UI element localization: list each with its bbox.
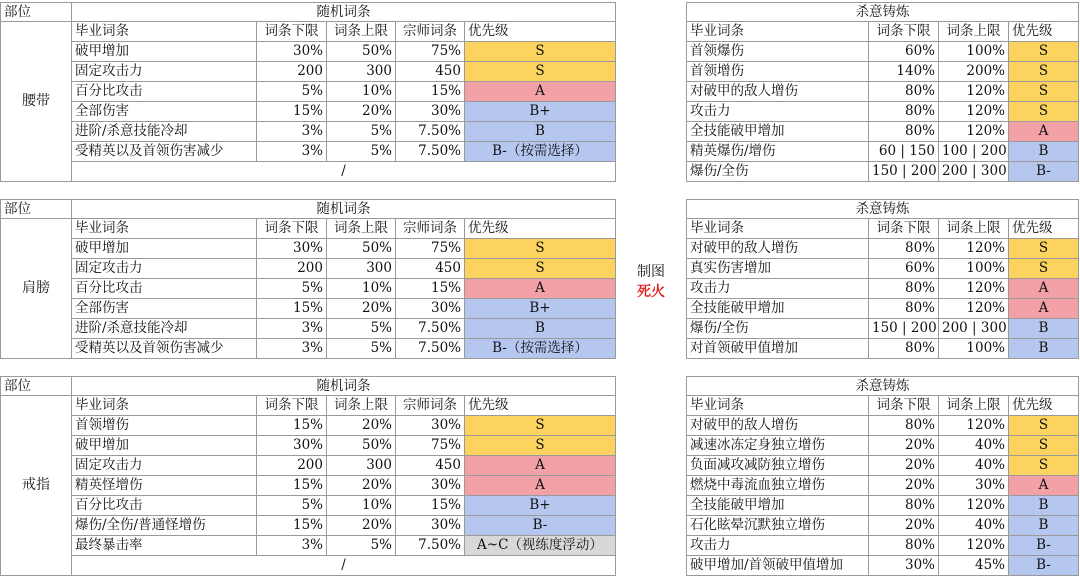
random-entry-priority: S [465, 436, 616, 456]
random-entry-priority: A [465, 82, 616, 102]
kill-entry-name: 破甲增加/首领破甲值增加 [686, 556, 869, 576]
random-entry-low: 30% [257, 436, 327, 456]
kill-entry-low: 20% [869, 436, 939, 456]
random-entry-name: 爆伤/全伤/普通怪增伤 [72, 516, 257, 536]
random-entry-priority: B- [465, 516, 616, 536]
kill-entry-priority: B- [1009, 536, 1079, 556]
random-entry-low: 200 [257, 456, 327, 476]
random-entry-name: 精英怪增伤 [72, 476, 257, 496]
random-entry-low: 3% [257, 122, 327, 142]
random-entry-name: 进阶/杀意技能冷却 [72, 319, 257, 339]
master-header: 宗师词条 [396, 396, 465, 416]
random-entry-master: 75% [396, 436, 465, 456]
low-header: 词条下限 [257, 219, 327, 239]
kill-entry-high: 200 | 300 [939, 162, 1009, 182]
random-empty-row: / [72, 162, 616, 182]
kill-entry-priority: B [1009, 339, 1079, 359]
kill-high-header: 词条上限 [939, 396, 1009, 416]
ring-section [0, 376, 1080, 573]
kill-entry-name: 对破甲的敌人增伤 [686, 239, 869, 259]
part-name: 腰带 [0, 22, 72, 182]
random-entry-high: 50% [327, 239, 396, 259]
random-entry-priority: A [465, 476, 616, 496]
kill-entry-high: 40% [939, 436, 1009, 456]
kill-entry-low: 20% [869, 456, 939, 476]
part-name: 肩膀 [0, 219, 72, 359]
kill-entry-name: 精英爆伤/增伤 [686, 142, 869, 162]
random-header: 随机词条 [72, 376, 616, 396]
random-entry-name: 最终暴击率 [72, 536, 257, 556]
kill-entry-priority: B- [1009, 162, 1079, 182]
random-entry-low: 5% [257, 496, 327, 516]
random-entry-priority: B-（按需选择） [465, 142, 616, 162]
kill-entry-priority: S [1009, 416, 1079, 436]
random-entry-low: 200 [257, 62, 327, 82]
high-header: 词条上限 [327, 22, 396, 42]
kill-entry-priority: S [1009, 42, 1079, 62]
kill-entry-low: 80% [869, 102, 939, 122]
watermark-line1: 制图 [637, 264, 665, 280]
low-header: 词条下限 [257, 396, 327, 416]
random-entry-name: 全部伤害 [72, 102, 257, 122]
kill-entry-high: 120% [939, 536, 1009, 556]
part-header: 部位 [0, 376, 72, 396]
random-entry-low: 30% [257, 239, 327, 259]
kill-entry-name: 负面减攻减防独立增伤 [686, 456, 869, 476]
random-entry-high: 20% [327, 516, 396, 536]
kill-entry-name: 减速冰冻定身独立增伤 [686, 436, 869, 456]
kill-entry-priority: S [1009, 82, 1079, 102]
kill-entry-name: 攻击力 [686, 536, 869, 556]
part-header: 部位 [0, 2, 72, 22]
priority-header: 优先级 [465, 396, 616, 416]
random-entry-low: 3% [257, 536, 327, 556]
random-entry-low: 3% [257, 319, 327, 339]
random-entry-high: 5% [327, 339, 396, 359]
kill-low-header: 词条下限 [869, 219, 939, 239]
kill-entry-high: 100% [939, 259, 1009, 279]
random-entry-priority: S [465, 259, 616, 279]
kill-entry-name: 对破甲的敌人增伤 [686, 82, 869, 102]
kill-entry-low: 80% [869, 496, 939, 516]
kill-entry-name: 爆伤/全伤 [686, 319, 869, 339]
random-entry-priority: S [465, 239, 616, 259]
random-entry-master: 30% [396, 416, 465, 436]
random-entry-priority: S [465, 62, 616, 82]
random-entry-name: 首领增伤 [72, 416, 257, 436]
random-entry-priority: A~C（视练度浮动） [465, 536, 616, 556]
random-entry-high: 20% [327, 102, 396, 122]
random-entry-master: 7.50% [396, 339, 465, 359]
random-entry-name: 进阶/杀意技能冷却 [72, 122, 257, 142]
part-name: 戒指 [0, 396, 72, 576]
kill-entry-name: 攻击力 [686, 279, 869, 299]
kill-high-header: 词条上限 [939, 22, 1009, 42]
kill-entry-high: 120% [939, 496, 1009, 516]
random-entry-master: 15% [396, 496, 465, 516]
kill-entry-low: 60 | 150 [869, 142, 939, 162]
kill-entry-name: 石化眩晕沉默独立增伤 [686, 516, 869, 536]
random-entry-master: 450 [396, 62, 465, 82]
kill-priority-header: 优先级 [1009, 219, 1079, 239]
kill-entry-priority: S [1009, 239, 1079, 259]
kill-entry-high: 200% [939, 62, 1009, 82]
kill-entry-priority: S [1009, 436, 1079, 456]
kill-entry-priority: B- [1009, 556, 1079, 576]
kill-entry-high: 45% [939, 556, 1009, 576]
kill-entry-low: 150 | 200 [869, 162, 939, 182]
random-entry-high: 10% [327, 496, 396, 516]
random-entry-high: 20% [327, 416, 396, 436]
kill-entry-priority: A [1009, 122, 1079, 142]
random-entry-name: 破甲增加 [72, 239, 257, 259]
low-header: 词条下限 [257, 22, 327, 42]
kill-low-header: 词条下限 [869, 22, 939, 42]
kill-entry-low: 30% [869, 556, 939, 576]
kill-entry-name: 全技能破甲增加 [686, 496, 869, 516]
entry-header: 毕业词条 [72, 22, 257, 42]
kill-entry-low: 140% [869, 62, 939, 82]
watermark-line2: 死火 [637, 284, 665, 300]
kill-entry-name: 首领爆伤 [686, 42, 869, 62]
kill-low-header: 词条下限 [869, 396, 939, 416]
random-entry-priority: A [465, 279, 616, 299]
kill-entry-low: 80% [869, 416, 939, 436]
kill-priority-header: 优先级 [1009, 396, 1079, 416]
random-entry-low: 200 [257, 259, 327, 279]
random-entry-priority: B-（按需选择） [465, 339, 616, 359]
kill-entry-name: 真实伤害增加 [686, 259, 869, 279]
kill-entry-name: 首领增伤 [686, 62, 869, 82]
kill-entry-high: 40% [939, 516, 1009, 536]
kill-entry-low: 80% [869, 536, 939, 556]
random-entry-master: 15% [396, 82, 465, 102]
random-entry-name: 百分比攻击 [72, 279, 257, 299]
random-entry-master: 75% [396, 239, 465, 259]
random-entry-high: 300 [327, 259, 396, 279]
kill-entry-name: 攻击力 [686, 102, 869, 122]
random-entry-master: 30% [396, 102, 465, 122]
kill-entry-low: 150 | 200 [869, 319, 939, 339]
random-entry-priority: S [465, 416, 616, 436]
kill-entry-high: 120% [939, 416, 1009, 436]
kill-entry-low: 60% [869, 259, 939, 279]
kill-entry-name: 对首领破甲值增加 [686, 339, 869, 359]
random-entry-high: 5% [327, 142, 396, 162]
kill-entry-high: 40% [939, 456, 1009, 476]
random-entry-high: 50% [327, 42, 396, 62]
random-entry-name: 破甲增加 [72, 42, 257, 62]
kill-entry-priority: S [1009, 259, 1079, 279]
random-entry-master: 15% [396, 279, 465, 299]
kill-entry-low: 20% [869, 476, 939, 496]
entry-header: 毕业词条 [72, 396, 257, 416]
kill-entry-low: 80% [869, 82, 939, 102]
random-entry-master: 7.50% [396, 319, 465, 339]
kill-header: 杀意铸炼 [686, 2, 1079, 22]
random-entry-name: 受精英以及首领伤害减少 [72, 142, 257, 162]
random-entry-priority: A [465, 456, 616, 476]
random-entry-master: 7.50% [396, 122, 465, 142]
random-entry-master: 30% [396, 516, 465, 536]
master-header: 宗师词条 [396, 219, 465, 239]
kill-entry-priority: S [1009, 102, 1079, 122]
kill-entry-low: 60% [869, 42, 939, 62]
random-empty-row: / [72, 556, 616, 576]
random-entry-high: 300 [327, 456, 396, 476]
priority-header: 优先级 [465, 219, 616, 239]
random-entry-master: 450 [396, 456, 465, 476]
random-entry-low: 15% [257, 476, 327, 496]
random-entry-master: 7.50% [396, 536, 465, 556]
random-entry-priority: S [465, 42, 616, 62]
watermark [616, 262, 686, 302]
kill-entry-name: 爆伤/全伤 [686, 162, 869, 182]
random-entry-master: 450 [396, 259, 465, 279]
kill-entry-name: 燃烧中毒流血独立增伤 [686, 476, 869, 496]
kill-entry-header: 毕业词条 [686, 22, 869, 42]
random-entry-high: 5% [327, 122, 396, 142]
random-entry-high: 50% [327, 436, 396, 456]
kill-entry-header: 毕业词条 [686, 396, 869, 416]
random-entry-name: 百分比攻击 [72, 496, 257, 516]
random-entry-priority: B [465, 122, 616, 142]
random-entry-name: 受精英以及首领伤害减少 [72, 339, 257, 359]
kill-header: 杀意铸炼 [686, 376, 1079, 396]
random-entry-master: 30% [396, 299, 465, 319]
random-entry-priority: B+ [465, 496, 616, 516]
random-entry-high: 5% [327, 319, 396, 339]
random-entry-name: 破甲增加 [72, 436, 257, 456]
kill-entry-priority: A [1009, 476, 1079, 496]
kill-entry-low: 80% [869, 239, 939, 259]
kill-priority-header: 优先级 [1009, 22, 1079, 42]
random-entry-high: 300 [327, 62, 396, 82]
part-header: 部位 [0, 199, 72, 219]
kill-entry-priority: B [1009, 496, 1079, 516]
random-entry-name: 固定攻击力 [72, 456, 257, 476]
random-entry-high: 20% [327, 299, 396, 319]
random-entry-low: 5% [257, 279, 327, 299]
high-header: 词条上限 [327, 219, 396, 239]
kill-entry-high: 100% [939, 339, 1009, 359]
random-entry-low: 30% [257, 42, 327, 62]
random-entry-low: 15% [257, 299, 327, 319]
kill-entry-low: 80% [869, 299, 939, 319]
kill-header: 杀意铸炼 [686, 199, 1079, 219]
random-entry-name: 固定攻击力 [72, 259, 257, 279]
kill-entry-priority: B [1009, 142, 1079, 162]
master-header: 宗师词条 [396, 22, 465, 42]
kill-entry-high: 30% [939, 476, 1009, 496]
random-entry-low: 15% [257, 102, 327, 122]
random-entry-high: 5% [327, 536, 396, 556]
kill-entry-high: 120% [939, 239, 1009, 259]
random-entry-low: 15% [257, 416, 327, 436]
kill-entry-high: 100% [939, 42, 1009, 62]
kill-entry-name: 全技能破甲增加 [686, 122, 869, 142]
random-entry-low: 3% [257, 142, 327, 162]
kill-entry-priority: A [1009, 279, 1079, 299]
priority-header: 优先级 [465, 22, 616, 42]
high-header: 词条上限 [327, 396, 396, 416]
random-entry-name: 百分比攻击 [72, 82, 257, 102]
kill-entry-low: 80% [869, 339, 939, 359]
random-entry-priority: B [465, 319, 616, 339]
kill-entry-high: 120% [939, 122, 1009, 142]
kill-entry-high: 120% [939, 299, 1009, 319]
kill-entry-high: 120% [939, 102, 1009, 122]
kill-entry-name: 对破甲的敌人增伤 [686, 416, 869, 436]
kill-entry-header: 毕业词条 [686, 219, 869, 239]
kill-entry-priority: B [1009, 516, 1079, 536]
random-entry-priority: B+ [465, 102, 616, 122]
random-entry-low: 3% [257, 339, 327, 359]
kill-entry-high: 120% [939, 279, 1009, 299]
random-entry-master: 30% [396, 476, 465, 496]
random-entry-high: 10% [327, 82, 396, 102]
random-entry-master: 75% [396, 42, 465, 62]
kill-entry-low: 80% [869, 122, 939, 142]
kill-entry-priority: S [1009, 456, 1079, 476]
kill-entry-high: 100 | 200 [939, 142, 1009, 162]
kill-entry-low: 20% [869, 516, 939, 536]
shoulder-section [0, 199, 1080, 358]
kill-entry-priority: A [1009, 299, 1079, 319]
random-entry-low: 15% [257, 516, 327, 536]
random-entry-name: 固定攻击力 [72, 62, 257, 82]
kill-entry-priority: B [1009, 319, 1079, 339]
random-header: 随机词条 [72, 199, 616, 219]
random-header: 随机词条 [72, 2, 616, 22]
random-entry-master: 7.50% [396, 142, 465, 162]
random-entry-high: 20% [327, 476, 396, 496]
entry-header: 毕业词条 [72, 219, 257, 239]
kill-entry-low: 80% [869, 279, 939, 299]
kill-entry-high: 120% [939, 82, 1009, 102]
random-entry-high: 10% [327, 279, 396, 299]
random-entry-low: 5% [257, 82, 327, 102]
kill-high-header: 词条上限 [939, 219, 1009, 239]
belt-section [0, 2, 1080, 180]
kill-entry-name: 全技能破甲增加 [686, 299, 869, 319]
kill-entry-high: 200 | 300 [939, 319, 1009, 339]
random-entry-name: 全部伤害 [72, 299, 257, 319]
random-entry-priority: B+ [465, 299, 616, 319]
kill-entry-priority: S [1009, 62, 1079, 82]
